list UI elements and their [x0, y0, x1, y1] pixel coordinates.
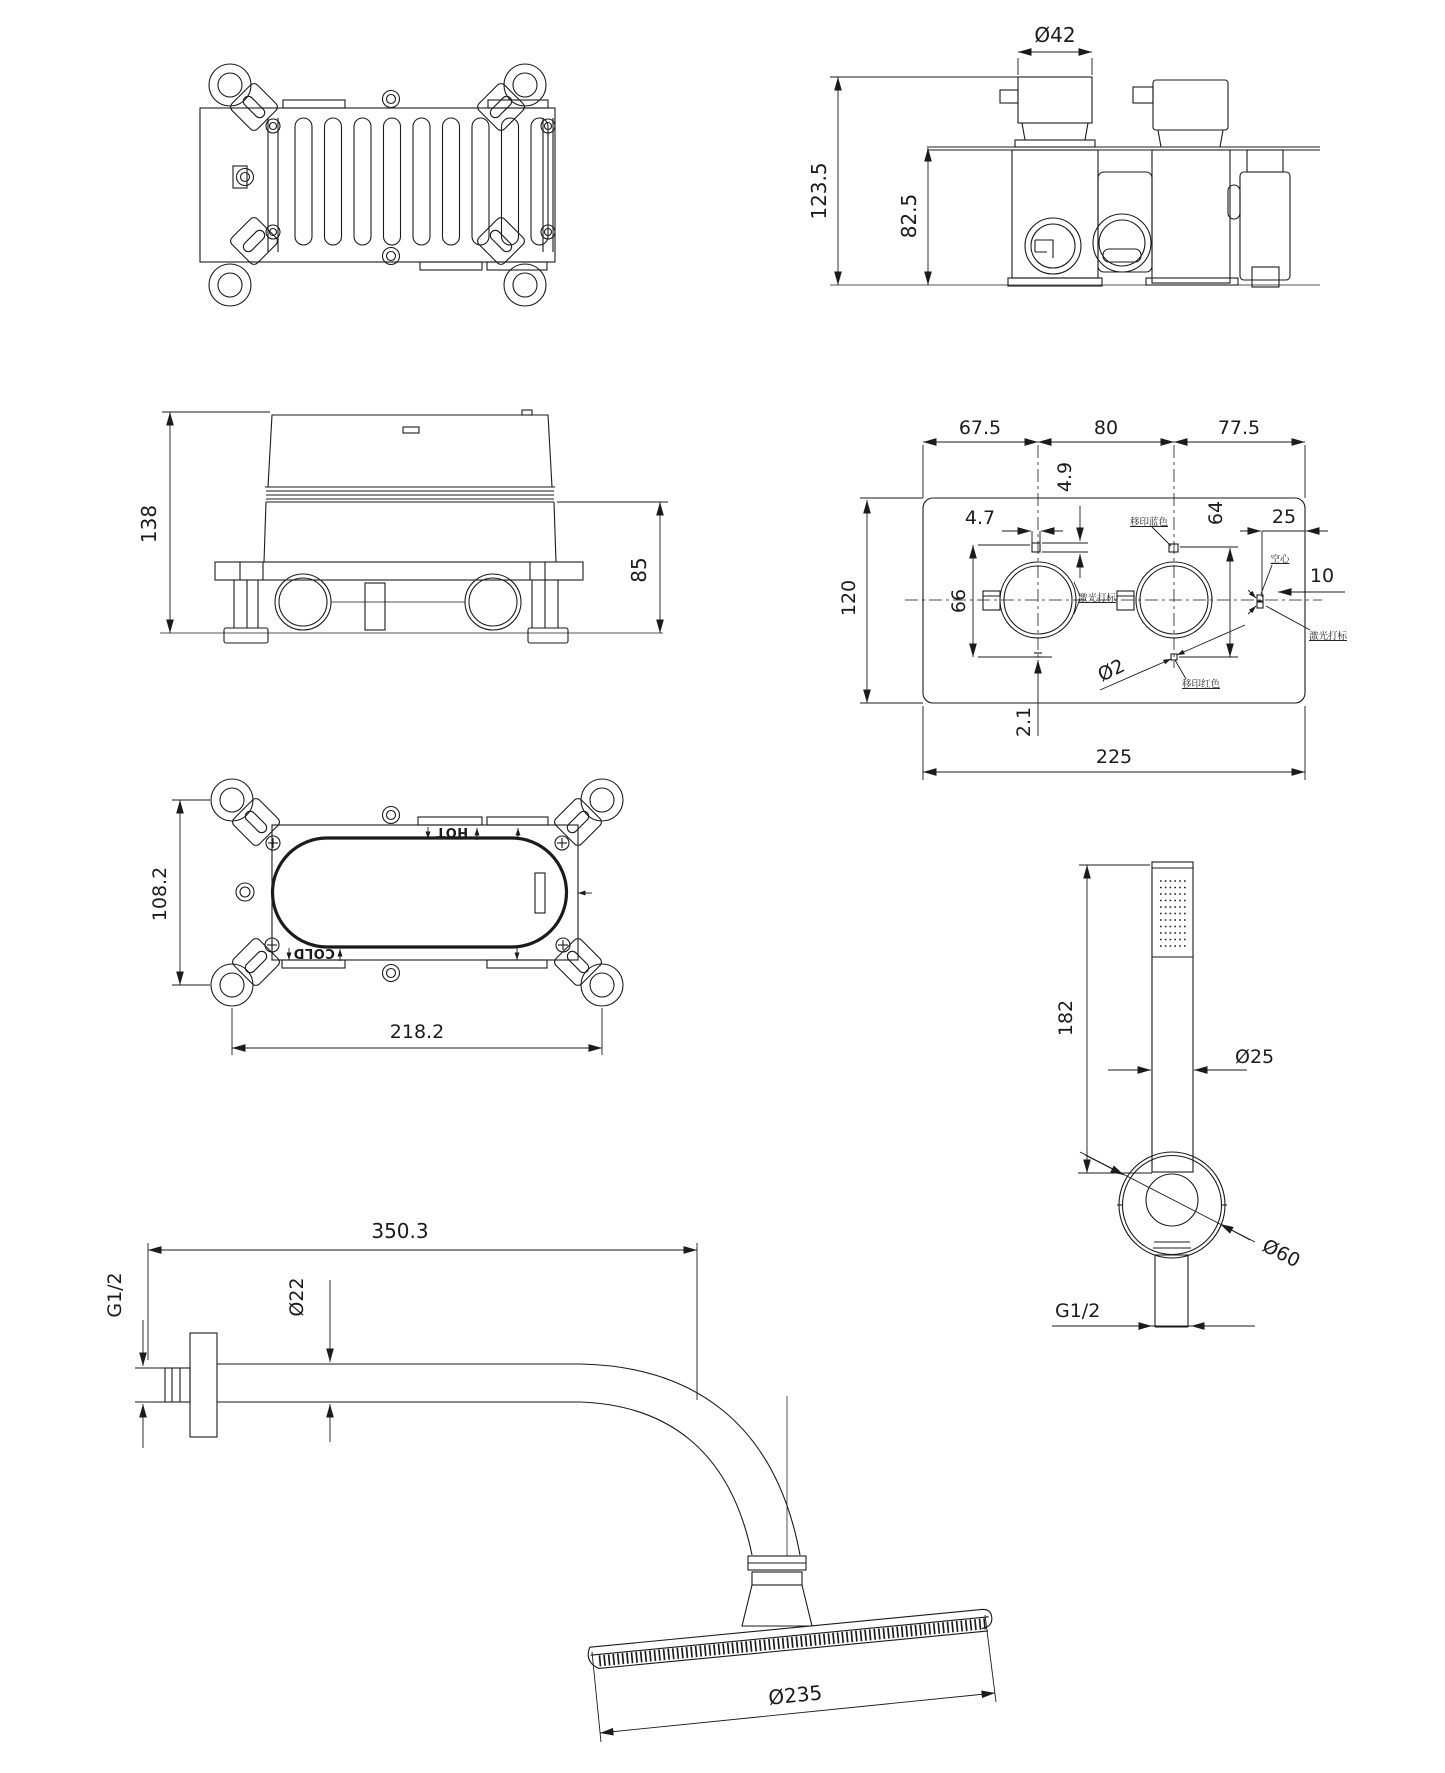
dim-350-3-label: 350.3	[371, 1219, 429, 1243]
dim-120-label: 120	[838, 579, 860, 617]
shower-arm-head-view	[104, 1219, 996, 1742]
box-flange	[215, 562, 583, 580]
valve-body-far-right	[1240, 172, 1290, 280]
shower-head	[587, 1609, 993, 1670]
rough-in-bracket-front-view	[149, 779, 623, 1055]
dim-25-label: 25	[1271, 506, 1297, 528]
box-port	[465, 574, 521, 630]
valve-assembly-side-view	[807, 23, 1320, 287]
rough-in-box-side-view	[137, 410, 668, 643]
dim-g12-arm-label: G1/2	[104, 1272, 126, 1318]
bracket-screws	[236, 807, 570, 982]
dim-2-1-label: 2.1	[1013, 706, 1035, 738]
annotation-pad-print-blue: 移印蓝色	[1129, 517, 1169, 528]
port-circle	[1093, 214, 1151, 272]
annotation-laser-mark-left: 激光打标	[1077, 593, 1117, 604]
dim-4-9-label: 4.9	[1054, 461, 1076, 493]
dim-82-5-label: 82.5	[897, 193, 921, 239]
plate-bottom-tab	[420, 262, 482, 270]
nozzle-band	[599, 1624, 985, 1661]
trim-plate-front-view	[838, 417, 1347, 780]
annotation-hollow: 空心	[1270, 554, 1290, 565]
dim-4-7-label: 4.7	[964, 507, 996, 529]
bracket-ear-bottom-left	[211, 937, 281, 1006]
arm-bend-outer	[580, 1364, 800, 1555]
knob-top-slot	[1032, 543, 1040, 552]
annotation-pad-print-red: 移印红色	[1181, 679, 1221, 690]
spray-face-dots	[1160, 881, 1186, 946]
hand-shower-wand	[1152, 862, 1193, 1172]
corner-ear-top-left	[209, 64, 279, 132]
bracket-ear-top-left	[211, 779, 281, 847]
dim-dia22-label: Ø22	[286, 1277, 308, 1317]
box-port	[275, 574, 331, 630]
corner-ear-bottom-right	[476, 216, 546, 306]
plate-top-tab	[283, 100, 345, 108]
dim-dia42-label: Ø42	[1034, 23, 1076, 47]
hot-label: HOT	[435, 824, 469, 839]
dim-10-label: 10	[1309, 565, 1335, 587]
bracket-ear-top-right	[553, 779, 623, 847]
arm-flange	[190, 1333, 217, 1437]
stadium-opening	[272, 838, 566, 947]
head-connector-cone	[742, 1585, 812, 1626]
right-knob	[1117, 544, 1212, 660]
bracket-body	[272, 825, 578, 960]
dim-dia60-label: Ø60	[1258, 1234, 1304, 1273]
hand-shower-view	[1052, 862, 1304, 1327]
dim-225-label: 225	[1095, 746, 1133, 768]
grate-slots	[295, 118, 548, 245]
dim-85-label: 85	[627, 557, 651, 583]
dim-dia235-label: Ø235	[767, 1680, 824, 1710]
dim-dia25-label: Ø25	[1235, 1046, 1275, 1068]
dim-138-label: 138	[137, 504, 161, 544]
boss-screws	[233, 91, 400, 265]
cold-label: COLD	[293, 945, 335, 960]
rail-screws	[266, 119, 555, 239]
corner-ear-bottom-left	[209, 216, 279, 306]
dim-66-label: 66	[948, 588, 970, 614]
valve-body-right	[1152, 150, 1230, 283]
arm-bend-inner	[580, 1402, 752, 1555]
right-knob-nub	[1133, 87, 1153, 103]
dim-108-2-label: 108.2	[149, 866, 171, 922]
valve-body-left	[1012, 150, 1098, 278]
dim-64-label: 64	[1205, 500, 1227, 526]
dim-182-label: 182	[1055, 999, 1077, 1037]
dim-67-5-label: 67.5	[958, 417, 1002, 439]
holder-ball	[1146, 1174, 1198, 1226]
dim-80-label: 80	[1093, 417, 1119, 439]
mounting-plate-top-view	[200, 64, 555, 306]
left-knob-stem	[1018, 77, 1092, 123]
dim-77-5-label: 77.5	[1217, 417, 1261, 439]
annotation-laser-mark-right: 激光打标	[1308, 631, 1348, 642]
box-lid	[268, 415, 552, 487]
valve-body-mid	[1098, 172, 1152, 272]
left-knob-nub	[1000, 90, 1018, 103]
dim-g12-hand-label: G1/2	[1055, 1300, 1101, 1322]
dim-123-5-label: 123.5	[807, 162, 831, 220]
dim-dia2-label: Ø2	[1094, 654, 1129, 687]
dim-218-2-label: 218.2	[389, 1021, 445, 1043]
corner-ear-top-right	[476, 64, 546, 132]
arm-thread-stub	[165, 1368, 190, 1402]
right-knob-stem	[1153, 80, 1228, 130]
